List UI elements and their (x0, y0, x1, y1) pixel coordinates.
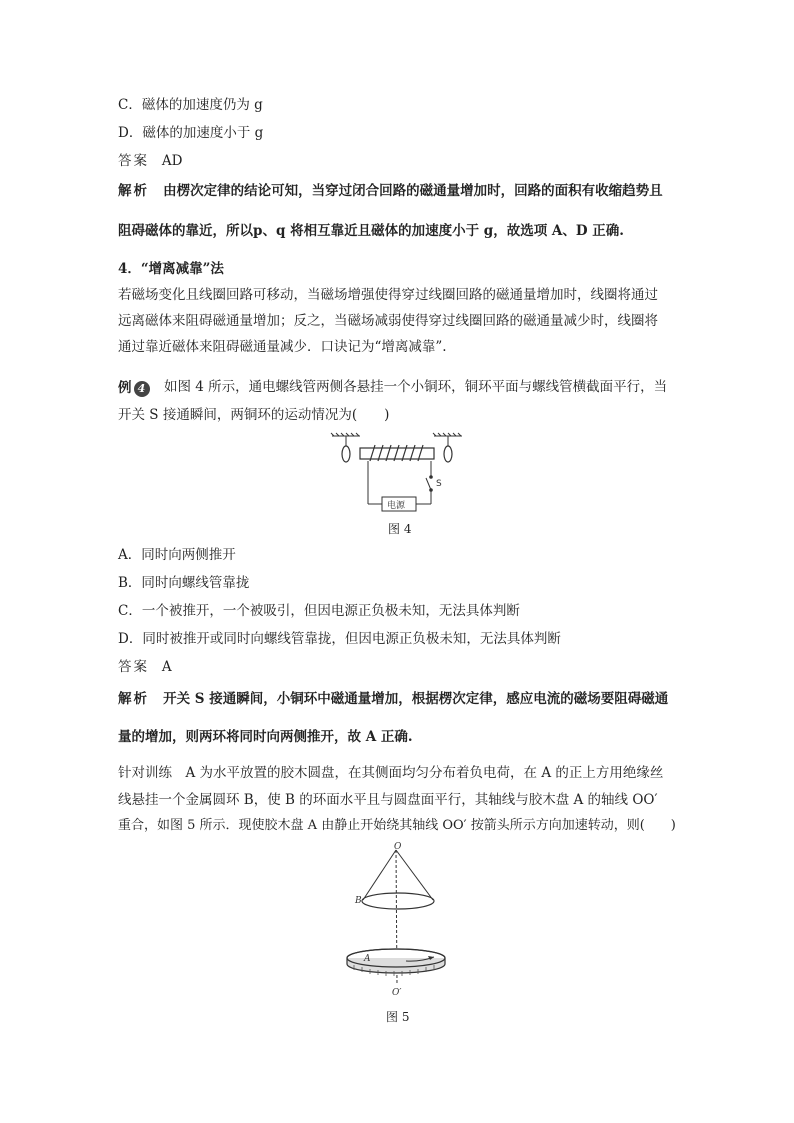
option-d: D．磁体的加速度小于 g (118, 125, 264, 141)
figure-5-label-a: A (364, 954, 371, 964)
training-line-2: 线悬挂一个金属圆环 B，使 B 的环面水平且与圆盘面平行，其轴线与胶木盘 A 的轴线 OO′ (118, 792, 658, 808)
figure-4-power-label: 电源 (387, 501, 406, 511)
example-answer-label: 答案 (118, 659, 149, 675)
section-para-2: 远离磁体来阻碍磁通量增加；反之，当磁场减弱使得穿过线圈回路的磁通量减少时，线圈将 (118, 313, 658, 329)
figure-4-switch-label: S (436, 479, 442, 489)
figure-5-disk-ring-diagram (340, 840, 460, 1000)
example-answer-row (118, 658, 172, 676)
analysis-label: 解析 (118, 183, 149, 199)
figure-5-label-b: B (355, 896, 362, 906)
example-badge-number: 4 (134, 381, 150, 397)
example-option-d: D．同时被推开或同时向螺线管靠拢，但因电源正负极未知，无法具体判断 (118, 631, 561, 647)
figure-4-caption: 图 4 (388, 522, 412, 536)
example-stem-1: 如图 4 所示，通电螺线管两侧各悬挂一个小铜环，铜环平面与螺线管横截面平行，当 (164, 379, 668, 395)
example-option-c: C．一个被推开，一个被吸引，但因电源正负极未知，无法具体判断 (118, 603, 520, 619)
section-para-3: 通过靠近磁体来阻碍磁通量减少．口诀记为“增离减靠”. (118, 339, 447, 355)
training-line-3: 重合，如图 5 所示．现使胶木盘 A 由静止开始绕其轴线 OO′ 按箭头所示方向加速转动，则( ) (118, 818, 676, 833)
example-stem-2: 开关 S 接通瞬间，两铜环的运动情况为( ) (118, 407, 390, 423)
figure-5-label-o-top: O (394, 842, 402, 852)
answer-row (118, 152, 182, 170)
example-badge-text: 例 (118, 380, 132, 396)
example-badge (118, 376, 150, 397)
figure-4-solenoid-diagram (330, 432, 466, 514)
example-option-b: B．同时向螺线管靠拢 (118, 575, 250, 591)
example-analysis-2: 量的增加，则两环将同时向两侧推开，故 A 正确. (118, 729, 413, 745)
answer-value: AD (161, 153, 183, 169)
example-option-a: A．同时向两侧推开 (118, 547, 236, 563)
section-heading: 4．“增离减靠”法 (118, 261, 224, 277)
analysis-line-1 (118, 182, 663, 200)
training-line-1: 针对训练 A 为水平放置的胶木圆盘，在其侧面均匀分布着负电荷，在 A 的正上方用绝缘丝 (118, 765, 664, 781)
analysis-line-2: 阻碍磁体的靠近，所以p、q 将相互靠近且磁体的加速度小于 g，故选项 A、D 正确. (118, 223, 624, 239)
figure-5-caption: 图 5 (386, 1010, 410, 1024)
answer-label: 答案 (118, 153, 149, 169)
analysis-text-1: 由楞次定律的结论可知，当穿过闭合回路的磁通量增加时，回路的面积有收缩趋势且 (163, 183, 663, 199)
example-answer-value: A (161, 659, 172, 675)
example-analysis-label: 解析 (118, 691, 149, 707)
example-analysis-text-1: 开关 S 接通瞬间，小铜环中磁通量增加，根据楞次定律，感应电流的磁场要阻碍磁通 (163, 691, 669, 707)
figure-5-label-o-bottom: O′ (392, 988, 402, 998)
section-para-1: 若磁场变化且线圈回路可移动，当磁场增强使得穿过线圈回路的磁通量增加时，线圈将通过 (118, 287, 658, 303)
example-analysis-1 (118, 690, 668, 708)
option-c: C．磁体的加速度仍为 g (118, 97, 263, 113)
